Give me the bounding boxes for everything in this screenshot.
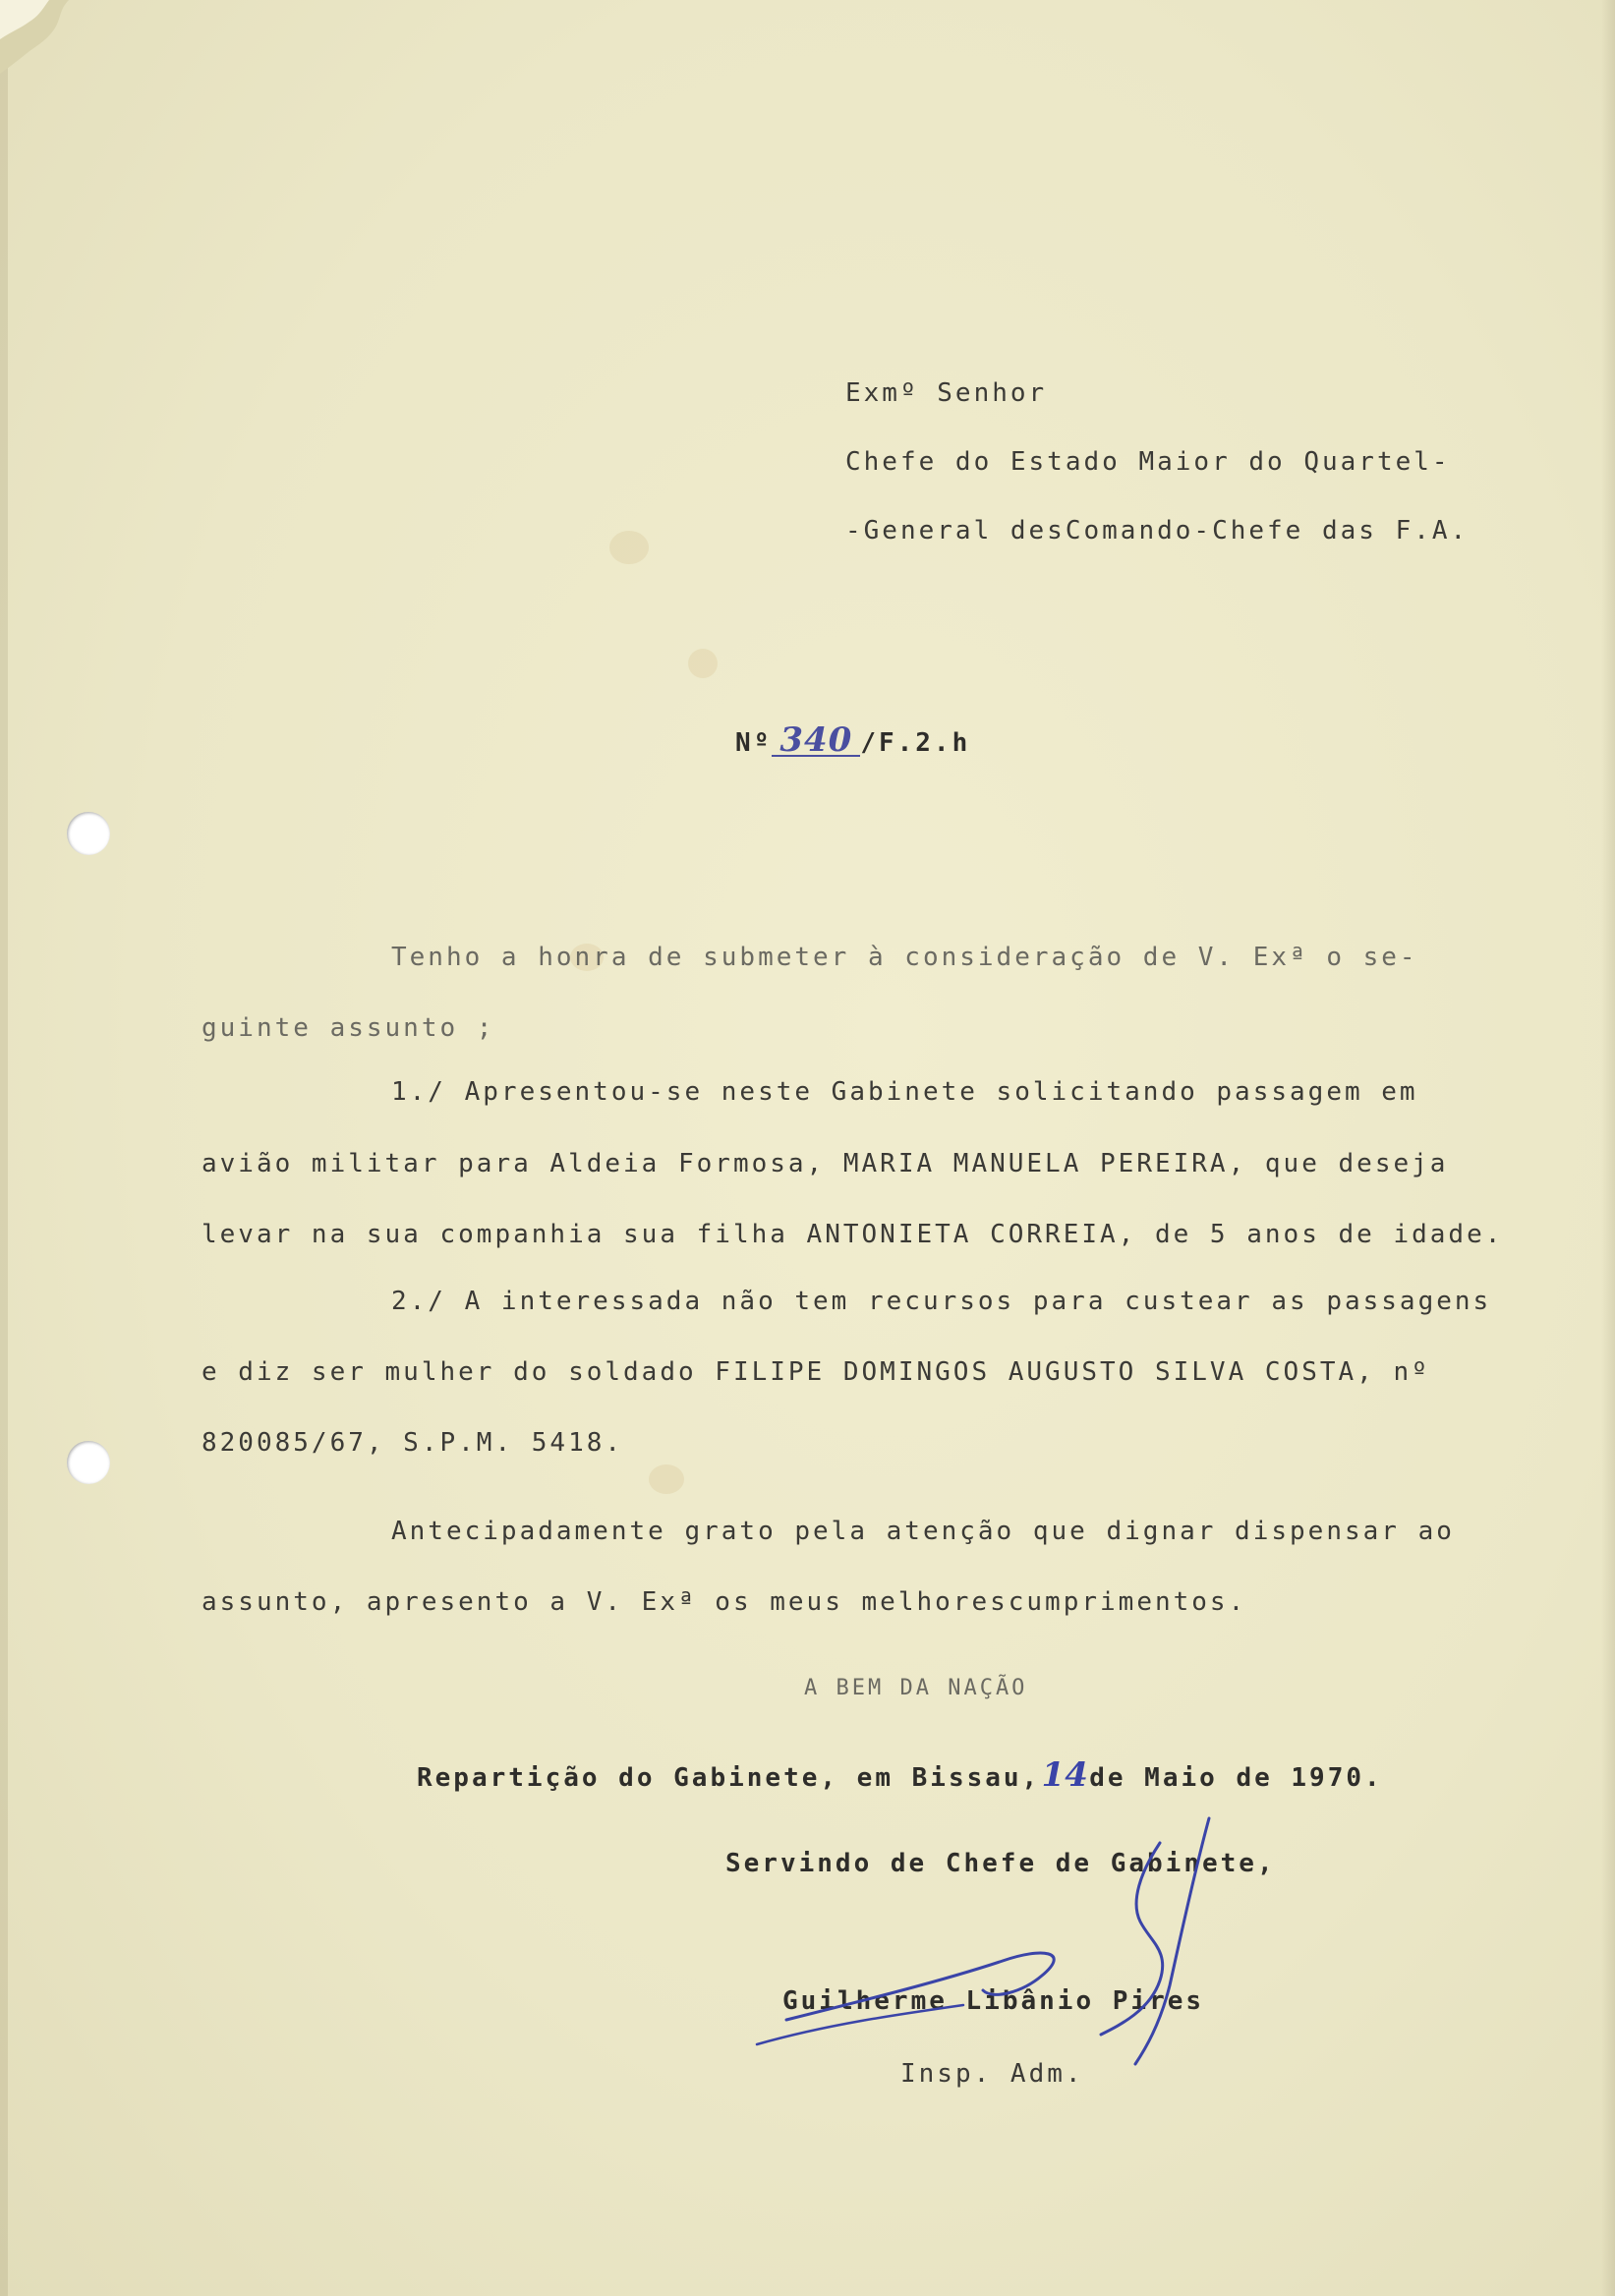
punch-hole-lower	[67, 1441, 110, 1484]
place-date-before: Repartição do Gabinete, em Bissau,	[417, 1763, 1041, 1793]
item-2-line-3: 820085/67, S.P.M. 5418.	[202, 1428, 624, 1458]
item-1-line-2: avião militar para Aldeia Formosa, MARIA MANUELA PEREIRA, que deseja	[202, 1149, 1449, 1178]
intro-line-2: guinte assunto ;	[202, 1013, 495, 1043]
signatory-name: Guilherme Libânio Pires	[782, 1986, 1205, 2016]
stain	[688, 649, 718, 678]
stain	[649, 1464, 684, 1494]
signatory-title: Insp. Adm.	[900, 2059, 1084, 2089]
reference-number	[735, 720, 971, 760]
handwritten-reference-number: 340	[772, 725, 860, 757]
addressee-line-1: Chefe do Estado Maior do Quartel-	[845, 447, 1451, 477]
closing-line-2: assunto, apresento a V. Exª os meus melhorescumprimentos.	[202, 1587, 1247, 1617]
torn-corner	[0, 0, 88, 88]
motto: A BEM DA NAÇÃO	[804, 1676, 1028, 1700]
item-2-line-1: 2./ A interessada não tem recursos para custear as passagens	[391, 1287, 1492, 1316]
page-right-edge	[1601, 0, 1615, 2296]
reference-prefix: Nº	[735, 728, 773, 758]
place-date-after: de Maio de 1970.	[1089, 1763, 1383, 1793]
item-1-line-1: 1./ Apresentou-se neste Gabinete solicitando passagem em	[391, 1077, 1418, 1107]
handwritten-day: 14	[1041, 1755, 1088, 1795]
salutation: Exmº Senhor	[845, 378, 1048, 408]
handwritten-signature	[747, 1813, 1258, 2069]
stain	[609, 531, 649, 564]
reference-suffix: /F.2.h	[860, 728, 971, 758]
item-1-line-3: levar na sua companhia sua filha ANTONIETA CORREIA, de 5 anos de idade.	[202, 1220, 1504, 1249]
signatory-role: Servindo de Chefe de Gabinete,	[725, 1849, 1276, 1878]
intro-line-1: Tenho a honra de submeter à consideração de V. Exª o se-	[391, 943, 1418, 972]
punch-hole-upper	[67, 812, 110, 855]
place-and-date	[417, 1755, 1383, 1795]
item-2-line-2: e diz ser mulher do soldado FILIPE DOMINGOS AUGUSTO SILVA COSTA, nº	[202, 1357, 1430, 1387]
addressee-line-2: -General desComando-Chefe das F.A.	[845, 516, 1470, 545]
page-left-edge	[0, 0, 8, 2296]
closing-line-1: Antecipadamente grato pela atenção que dignar dispensar ao	[391, 1517, 1455, 1546]
